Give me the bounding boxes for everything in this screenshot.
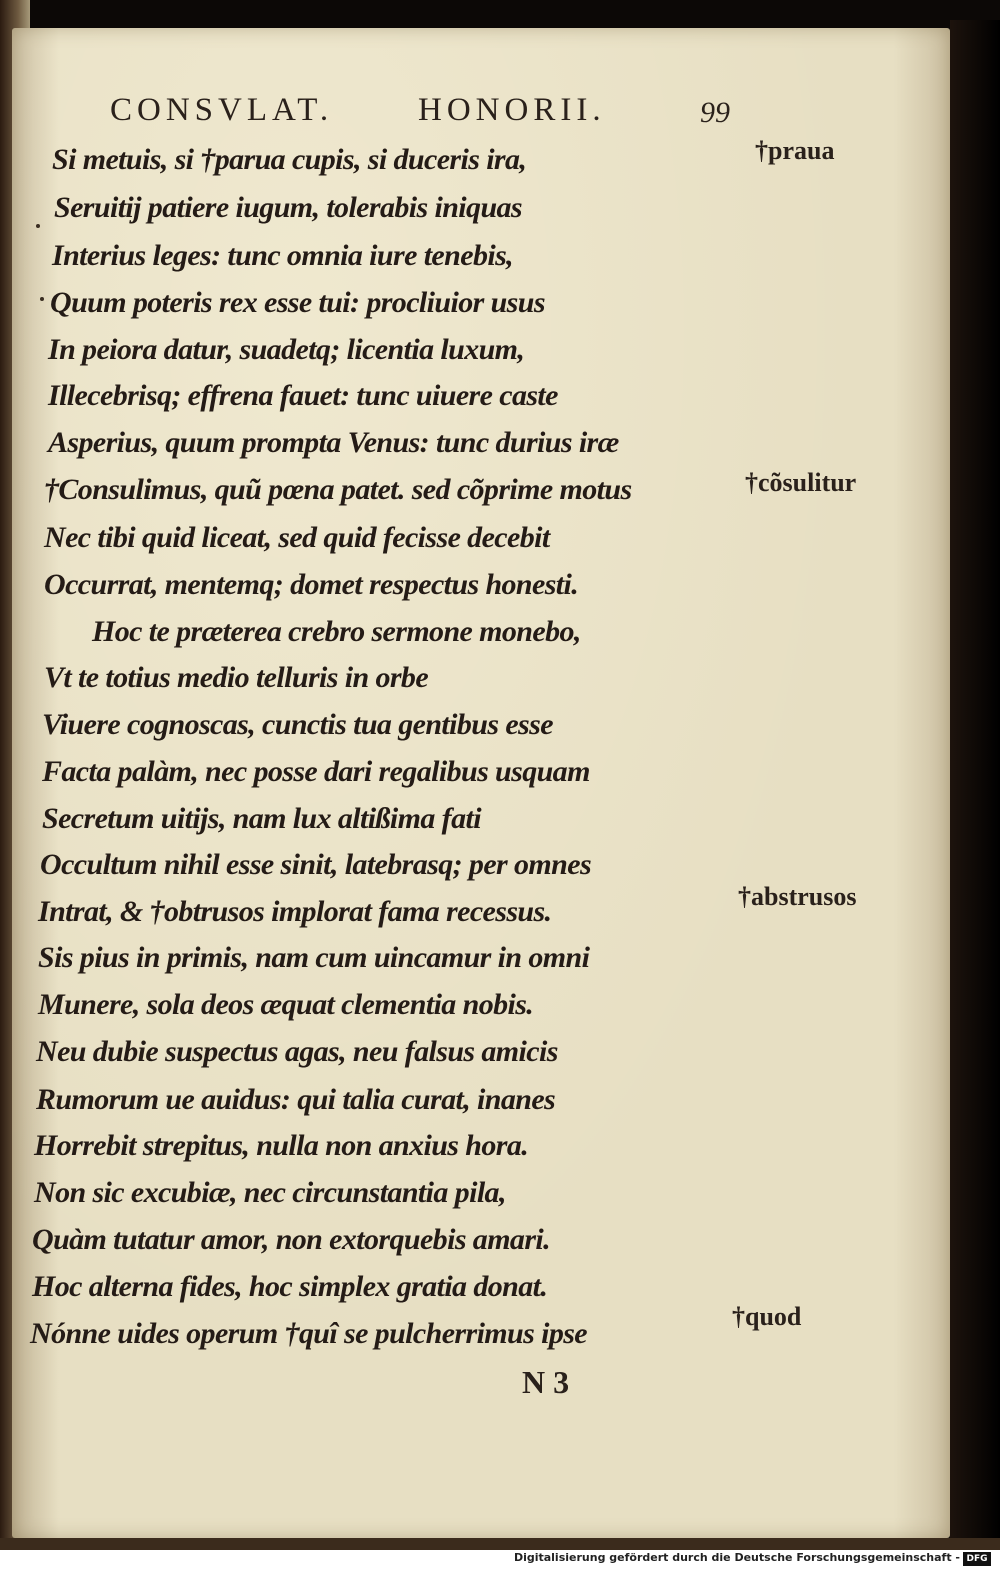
- page-number: 99: [700, 96, 730, 129]
- margin-note: †cõsulitur: [745, 468, 857, 497]
- verse-line: Neu dubie suspectus agas, neu falsus amicis: [36, 1035, 558, 1068]
- verse-line: Seruitij patiere iugum, tolerabis iniquas: [54, 191, 522, 224]
- signature-mark: N 3: [522, 1364, 570, 1400]
- verse-line: Quum poteris rex esse tui: procliuior usus: [50, 286, 545, 319]
- verse-line: Non sic excubiæ, nec circunstantia pila,: [34, 1176, 506, 1209]
- verse-line: Nec tibi quid liceat, sed quid fecisse decebit: [44, 521, 550, 554]
- verse-line: Si metuis, si †parua cupis, si duceris ira,: [52, 143, 527, 176]
- verse-line: Munere, sola deos æquat clementia nobis.: [38, 988, 534, 1021]
- verse-line: Secretum uitijs, nam lux altißima fati: [42, 802, 481, 835]
- verse-line: Interius leges: tunc omnia iure tenebis,: [52, 239, 514, 272]
- right-edge-shadow: [950, 20, 1000, 1550]
- verse-line: Quàm tutatur amor, non extorquebis amari.: [32, 1223, 551, 1256]
- verse-line: Viuere cognoscas, cunctis tua gentibus esse: [42, 708, 553, 741]
- margin-note: †praua: [755, 136, 835, 165]
- verse-line: In peiora datur, suadetq; licentia luxum,: [48, 333, 525, 366]
- margin-note: †abstrusos: [738, 882, 857, 911]
- verse-line: Asperius, quum prompta Venus: tunc durius iræ: [48, 426, 619, 459]
- verse-line: Intrat, & †obtrusos implorat fama recessus.: [38, 895, 552, 928]
- margin-note: †quod: [732, 1302, 802, 1331]
- stray-mark: [40, 297, 44, 301]
- verse-line: Horrebit strepitus, nulla non anxius hora.: [34, 1129, 529, 1162]
- running-head-right: HONORII.: [418, 92, 606, 128]
- running-head-left: CONSVLAT.: [110, 92, 334, 128]
- verse-line: Sis pius in primis, nam cum uincamur in omni: [38, 941, 590, 974]
- verse-line: Hoc te præterea crebro sermone monebo,: [92, 615, 581, 648]
- digitization-credit: Digitalisierung gefördert durch die Deutsche Forschungsgemeinschaft -: [513, 1551, 960, 1564]
- verse-line: Occurrat, mentemq; domet respectus honesti.: [44, 568, 579, 601]
- verse-line: Facta palàm, nec posse dari regalibus usquam: [42, 755, 590, 788]
- verse-line: Vt te totius medio telluris in orbe: [44, 661, 429, 694]
- stray-mark: [36, 224, 40, 228]
- verse-line: Occultum nihil esse sinit, latebrasq; per omnes: [40, 848, 592, 881]
- bottom-edge-band: [0, 1538, 1000, 1550]
- verse-line: Illecebrisq; effrena fauet: tunc uiuere caste: [48, 379, 558, 412]
- verse-line: Rumorum ue auidus: qui talia curat, inanes: [36, 1083, 556, 1116]
- verse-line: Hoc alterna fides, hoc simplex gratia donat.: [32, 1270, 548, 1303]
- verse-line: Nónne uides operum †quî se pulcherrimus ipse: [30, 1317, 588, 1350]
- verse-line: †Consulimus, quũ pœna patet. sed cõprime motus: [44, 473, 632, 506]
- dfg-logo: DFG: [963, 1552, 991, 1566]
